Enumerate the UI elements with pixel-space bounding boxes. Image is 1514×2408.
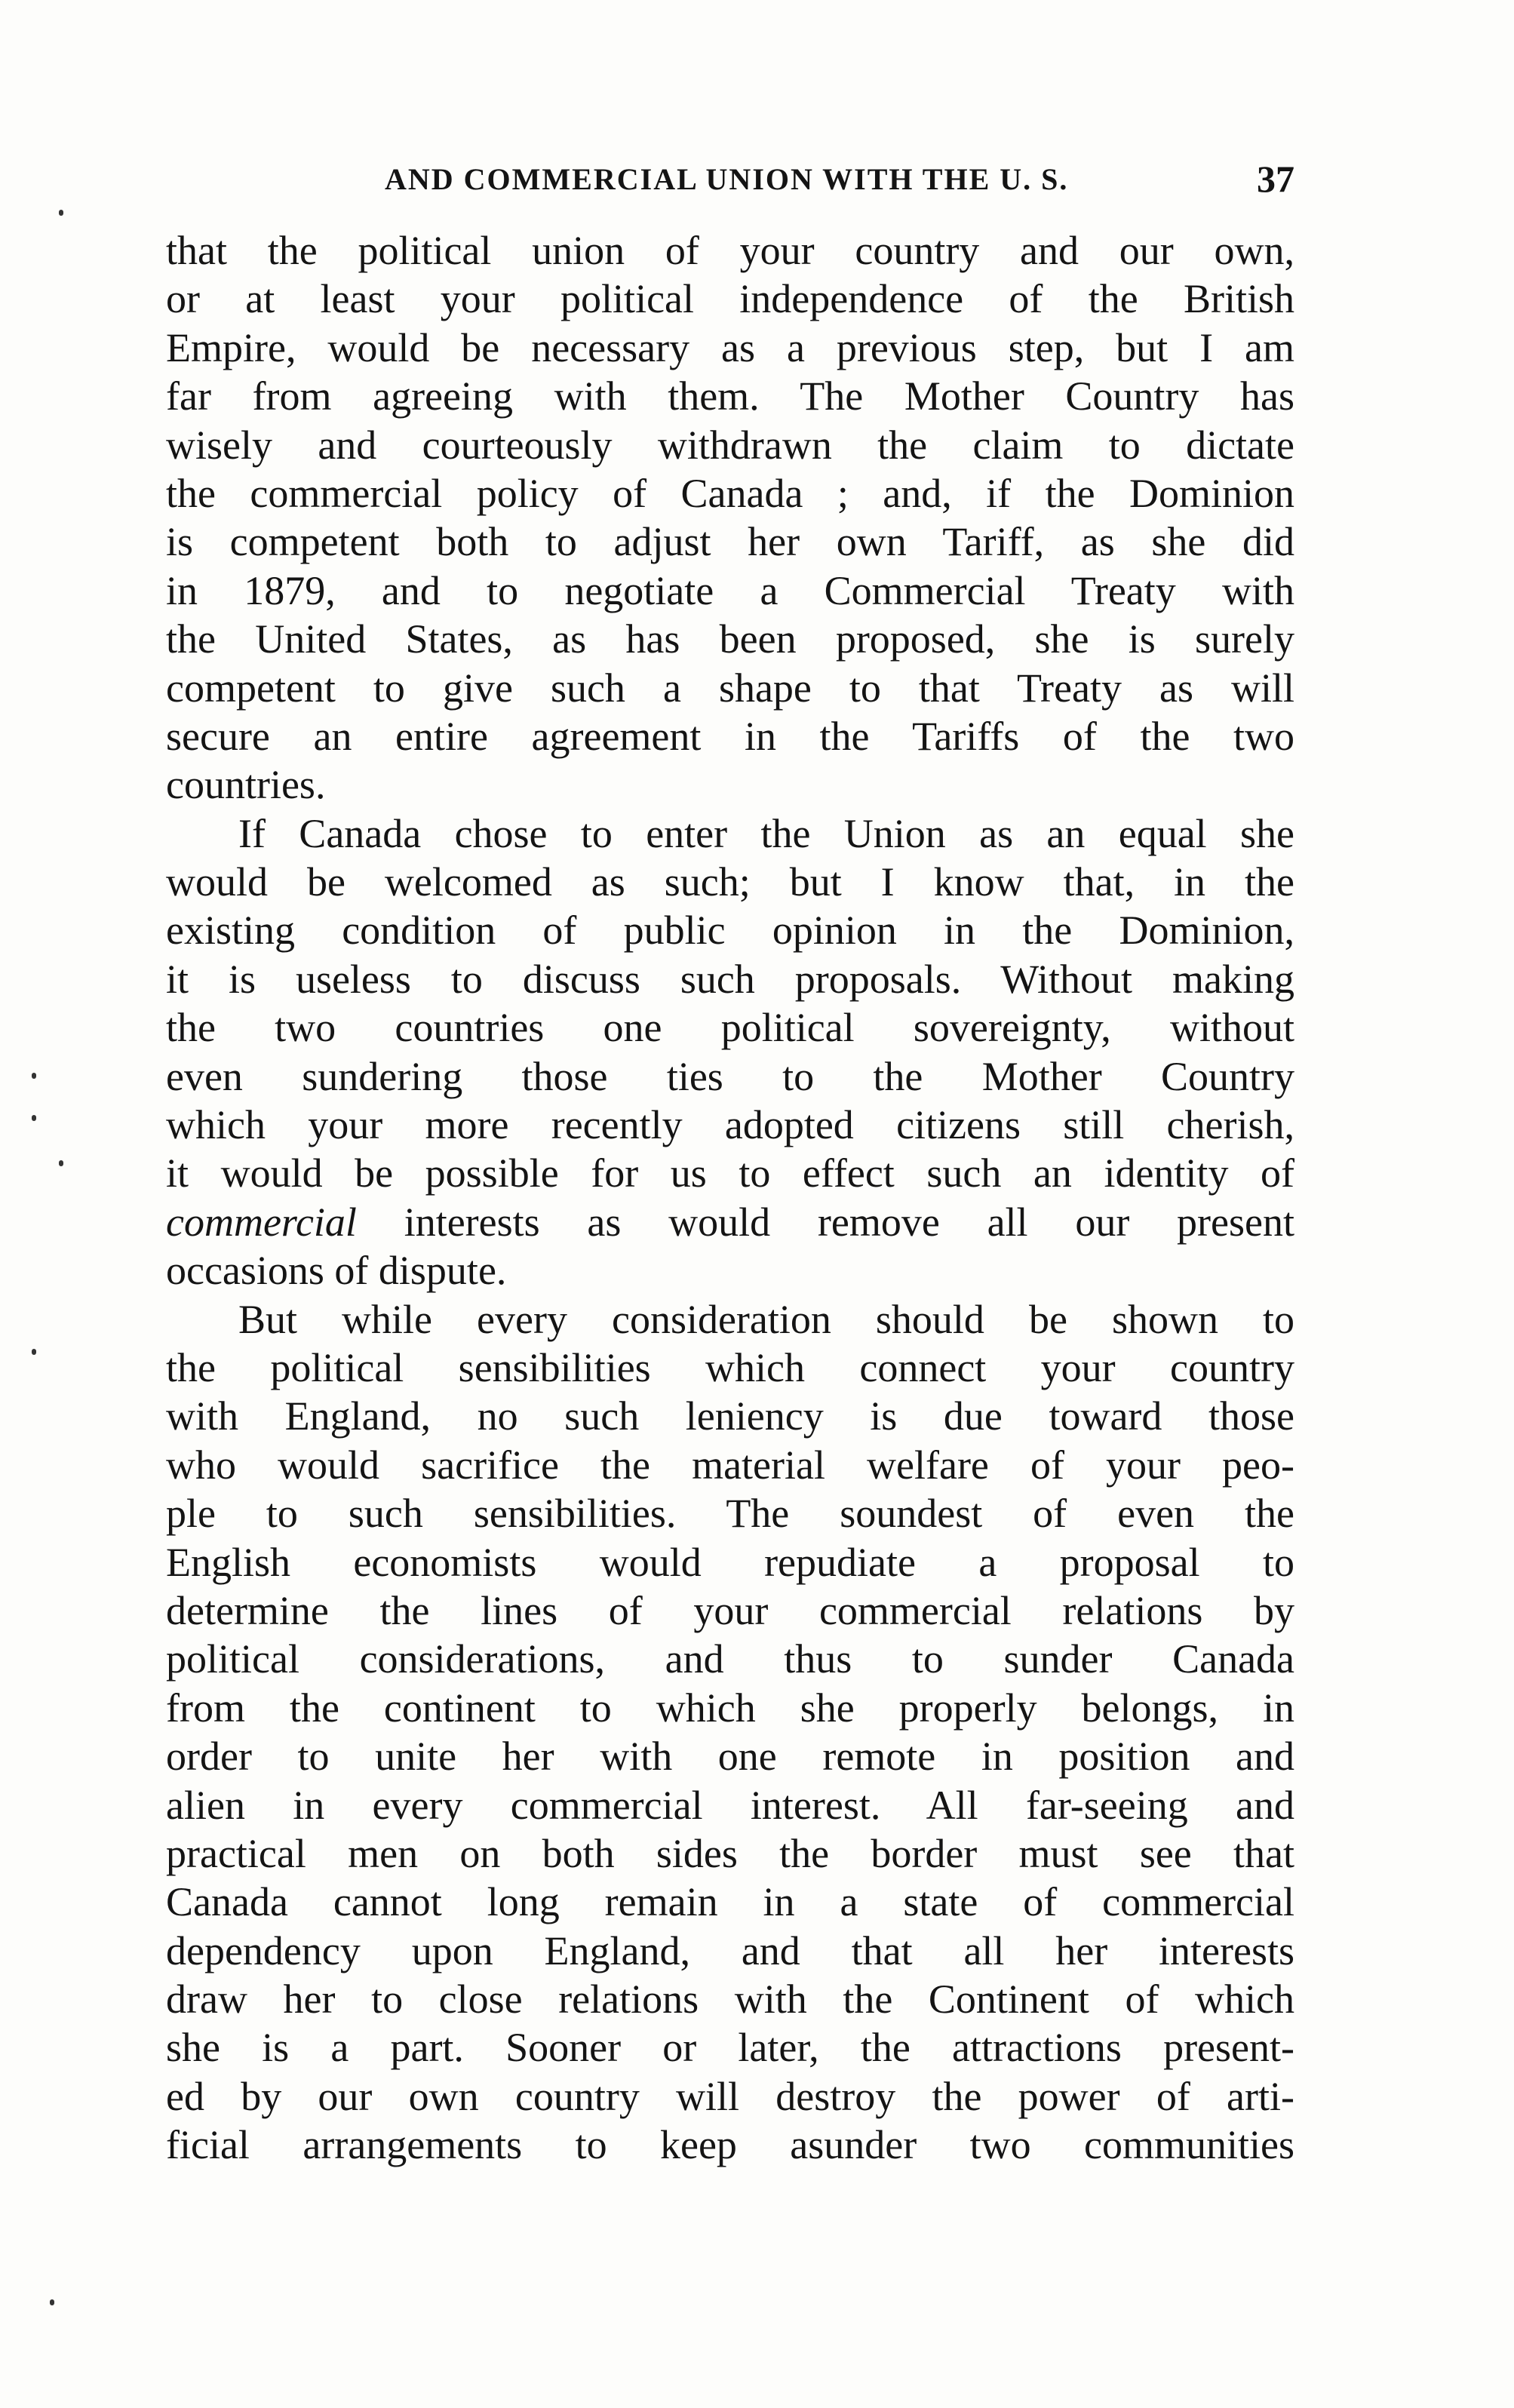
text-line: English economists would repudiate a proposal to xyxy=(166,1539,1294,1585)
text-line: with England, no such leniency is due toward those xyxy=(166,1393,1294,1439)
text-line: order to unite her with one remote in position and xyxy=(166,1734,1294,1780)
margin-speck xyxy=(59,1160,63,1166)
running-head: AND COMMERCIAL UNION WITH THE U. S. xyxy=(385,162,1069,196)
margin-speck xyxy=(32,1073,36,1079)
text-line: in 1879, and to negotiate a Commercial Treaty with xyxy=(166,567,1294,613)
text-line: that the political union of your country and our own, xyxy=(166,228,1294,273)
text-line-rest: interests as would remove all our present xyxy=(404,1199,1294,1245)
text-line: political considerations, and thus to sunder Canada xyxy=(166,1636,1294,1682)
text-line: or at least your political independence of the British xyxy=(166,276,1294,322)
text-line: secure an entire agreement in the Tariffs of the two xyxy=(166,713,1294,759)
text-line: the commercial policy of Canada ; and, if the Dominion xyxy=(166,470,1294,516)
text-line: Empire, would be necessary as a previous step, but I am xyxy=(166,324,1294,370)
text-line: determine the lines of your commercial relations by xyxy=(166,1587,1294,1633)
margin-speck xyxy=(50,2299,54,2305)
text-line: wisely and courteously withdrawn the claim to dictate xyxy=(166,422,1294,468)
text-line: draw her to close relations with the Continent of which xyxy=(166,1976,1294,2023)
body-text xyxy=(166,226,1294,2170)
text-line-with-italic xyxy=(166,1198,1294,1246)
page-header xyxy=(166,157,1294,210)
text-line: existing condition of public opinion in the Dominion, xyxy=(166,908,1294,954)
text-line: alien in every commercial interest. All far-seeing and xyxy=(166,1782,1294,1828)
text-line: competent to give such a shape to that Treaty as will xyxy=(166,665,1294,711)
text-line: she is a part. Sooner or later, the attractions present- xyxy=(166,2025,1294,2071)
margin-speck xyxy=(59,210,63,216)
text-line: it would be possible for us to effect such an identity of xyxy=(166,1150,1294,1196)
text-line: even sundering those ties to the Mother Country xyxy=(166,1053,1294,1099)
text-line: countries. xyxy=(166,762,326,808)
text-line: far from agreeing with them. The Mother Country has xyxy=(166,373,1294,419)
text-line: it is useless to discuss such proposals. Without making xyxy=(166,956,1294,1002)
text-line: the political sensibilities which connect your country xyxy=(166,1344,1294,1390)
text-line: practical men on both sides the border must see that xyxy=(166,1830,1294,1876)
text-line: the United States, as has been proposed, she is surely xyxy=(166,616,1294,662)
text-line: But while every consideration should be shown to xyxy=(238,1296,1294,1342)
italic-word: commercial xyxy=(166,1199,357,1245)
text-line: is competent both to adjust her own Tariff, as she did xyxy=(166,519,1294,565)
page-number: 37 xyxy=(1257,158,1294,200)
text-line: ple to such sensibilities. The soundest of even the xyxy=(166,1491,1294,1537)
text-line: Canada cannot long remain in a state of commercial xyxy=(166,1879,1294,1925)
text-line: occasions of dispute. xyxy=(166,1248,507,1294)
margin-speck xyxy=(32,1349,36,1355)
text-line: the two countries one political sovereignty, without xyxy=(166,1005,1294,1051)
text-line: dependency upon England, and that all her interests xyxy=(166,1927,1294,1973)
text-line: from the continent to which she properly belongs, in xyxy=(166,1685,1294,1731)
text-line: who would sacrifice the material welfare of your peo- xyxy=(166,1442,1294,1488)
text-line: would be welcomed as such; but I know that, in the xyxy=(166,859,1294,905)
text-line: If Canada chose to enter the Union as an equal she xyxy=(238,810,1294,856)
text-line: ficial arrangements to keep asunder two communities xyxy=(166,2122,1294,2168)
text-line: ed by our own country will destroy the power of arti- xyxy=(166,2073,1294,2119)
margin-speck xyxy=(32,1115,36,1121)
text-line: which your more recently adopted citizens still cherish, xyxy=(166,1102,1294,1148)
